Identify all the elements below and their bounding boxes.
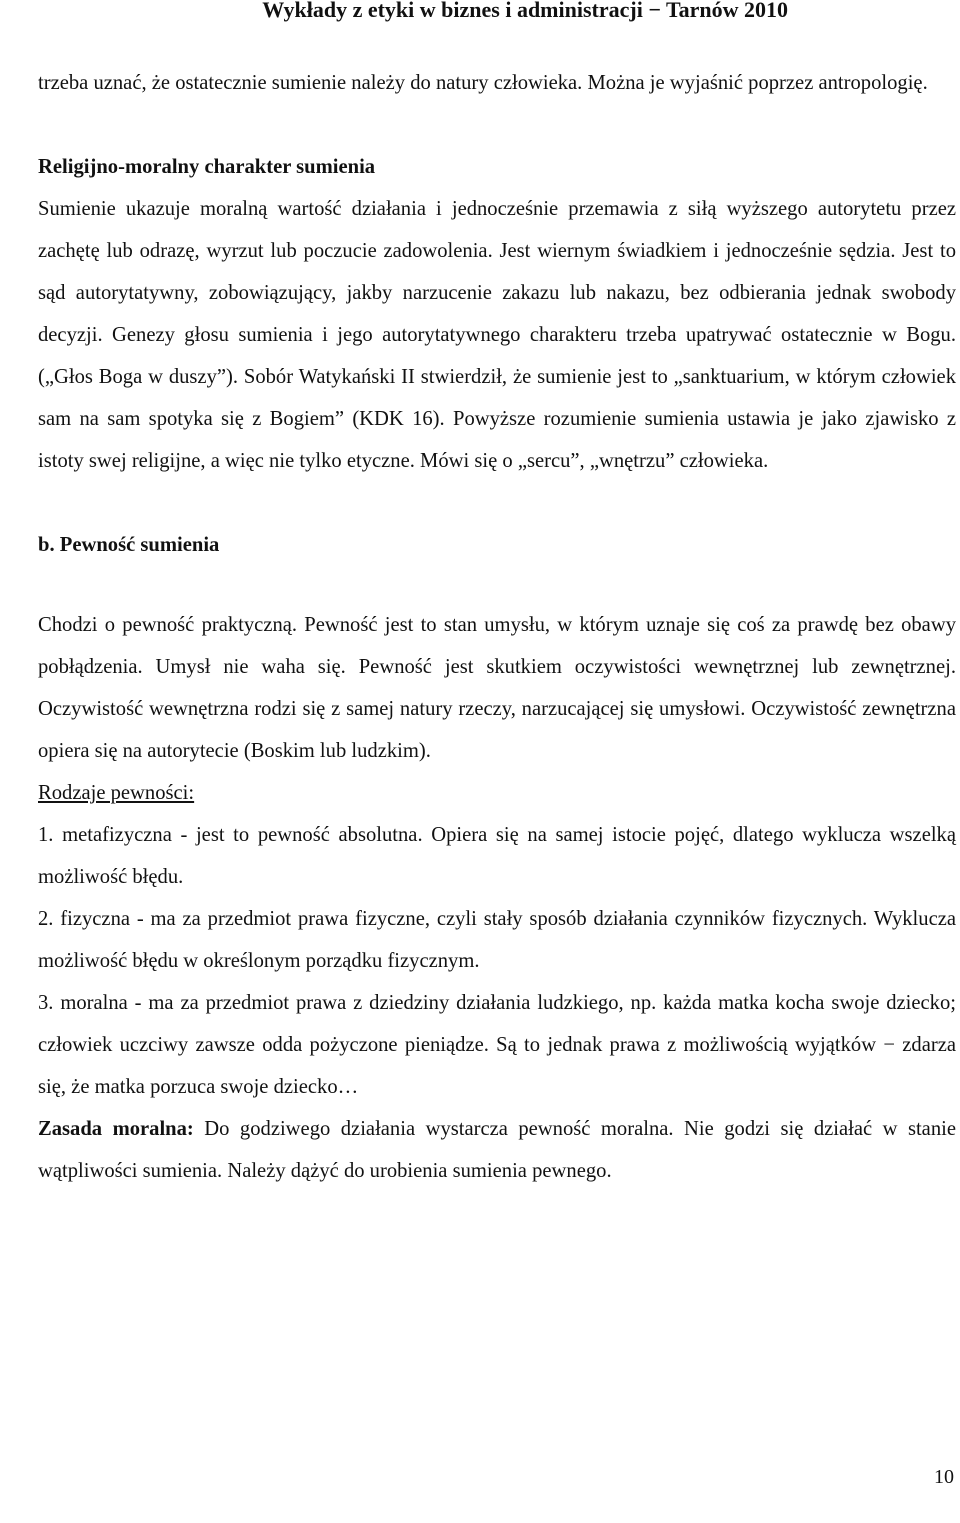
paragraph-religious: Sumienie ukazuje moralną wartość działania i jednocześnie przemawia z siłą wyższego autorytetu przez zachętę lub odrazę, wyrzut lub poczucie zadowolenia. Jest wiernym świadkiem i jednocześnie sędzia. Jest to sąd autorytatywny, zobowiązujący, jakby narzucenie zakazu lub nakazu, bez odbierania jednak swobody decyzji. Genezy głosu sumienia i jego autorytatywnego charakteru trzeba upatrywać ostatecznie w Bogu. („Głos Boga w duszy”). Sobór Watykański II stwierdził, że sumienie jest to „sanktuarium, w którym człowiek sam na sam spotyka się z Bogiem” (KDK 16). Powyższe rozumienie sumienia ustawia je jako zjawisko z istoty swej religijne, a więc nie tylko etyczne. Mówi się o „sercu”, „wnętrzu” człowieka. (38, 198, 956, 472)
moral-rule-text: Do godziwego działania wystarcza pewność moralna. Nie godzi się działać w stanie wątpliwości sumienia. Należy dążyć do urobienia sumienia pewnego. (38, 1118, 956, 1182)
list-item-physical: 2. fizyczna - ma za przedmiot prawa fizyczne, czyli stały sposób działania czynników fizycznych. Wyklucza możliwość błędu w określonym porządku fizycznym. (38, 908, 956, 972)
moral-rule-paragraph (38, 1108, 956, 1192)
list-item-metaphysical: 1. metafizyczna - jest to pewność absolutna. Opiera się na samej istocie pojęć, dlatego wyklucza wszelką możliwość błędu. (38, 824, 956, 888)
spacer (38, 566, 956, 604)
spacer (38, 482, 956, 524)
header-title: Wykłady z etyki w biznes i administracji − Tarnów 2010 (262, 0, 788, 22)
paragraph-intro: trzeba uznać, że ostatecznie sumienie należy do natury człowieka. Można je wyjaśnić poprzez antropologię. (38, 72, 928, 94)
list-item-moral: 3. moralna - ma za przedmiot prawa z dziedziny działania ludzkiego, np. każda matka kocha swoje dziecko; człowiek uczciwy zawsze odda pożyczone pieniądze. Są to jednak prawa z możliwością wyjątków − zdarza się, że matka porzuca swoje dziecko… (38, 992, 956, 1098)
types-heading: Rodzaje pewności: (38, 782, 195, 804)
page-header (0, 0, 960, 28)
section-heading-certainty: b. Pewność sumienia (38, 534, 220, 556)
section-heading-religious: Religijno-moralny charakter sumienia (38, 156, 376, 178)
document-body (38, 62, 956, 1192)
moral-rule-label: Zasada moralna: (38, 1118, 194, 1140)
paragraph-certainty: Chodzi o pewność praktyczną. Pewność jest to stan umysłu, w którym uznaje się coś za prawdę bez obawy pobłądzenia. Umysł nie waha się. Pewność jest skutkiem oczywistości wewnętrznej lub zewnętrznej. Oczywistość wewnętrzna rodzi się z samej natury rzeczy, narzucającej się umysłowi. Oczywistość zewnętrzna opiera się na autorytecie (Boskim lub ludzkim). (38, 614, 956, 762)
page-number: 10 (934, 1466, 954, 1488)
spacer (38, 104, 956, 146)
